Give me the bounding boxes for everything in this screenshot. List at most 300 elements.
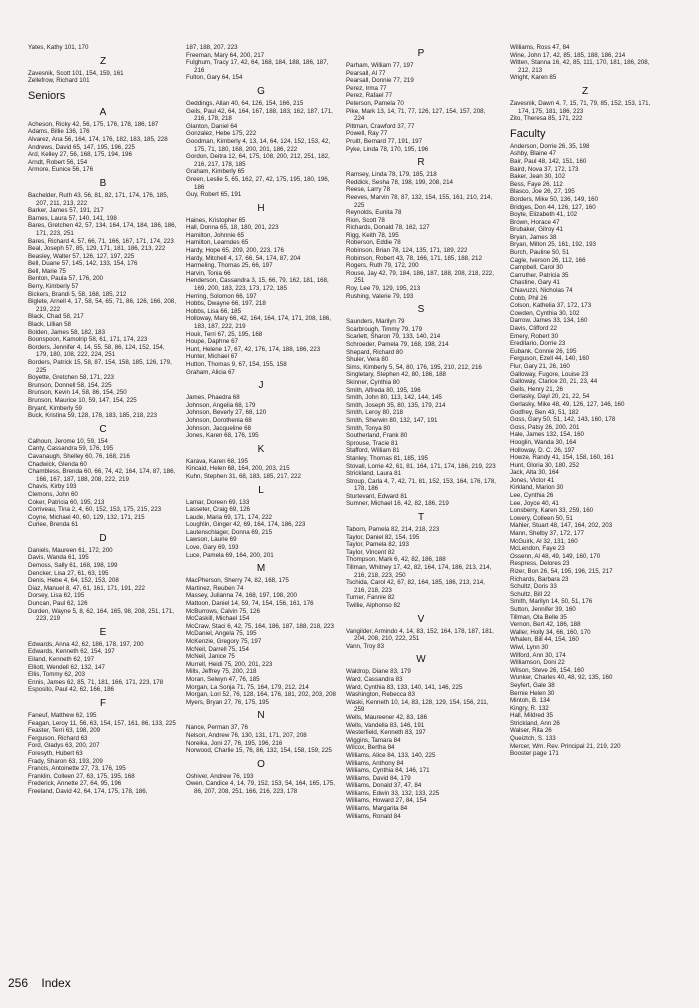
index-entry: Twillie, Alphonso 82: [346, 602, 401, 609]
index-entry: Feagan, Leroy 11, 56, 63, 154, 157, 161, 86, 133, 225: [28, 719, 176, 727]
index-entry: Morgan, La Sonja 71, 75, 164, 179, 212, 214: [186, 683, 309, 691]
index-entry: Frady, Sharon 63, 193, 209: [28, 757, 103, 765]
page-footer: [8, 976, 81, 990]
index-entry: Davis, Clifford 22: [510, 325, 557, 332]
index-entry: Baird, Nova 37, 172, 173: [510, 165, 579, 173]
letter-heading: T: [417, 512, 425, 524]
index-entry: Geils, Henry 21, 26: [510, 385, 563, 393]
index-entry: Wine, John 17, 42, 85, 185, 188, 186, 214: [510, 51, 626, 59]
index-entry: Hale, James 132, 154, 160: [510, 431, 584, 439]
index-entry: Strickland, Ann 26: [510, 719, 560, 727]
index-entry: Clemons, John 60: [28, 490, 78, 498]
index-entry: Boonspoon, Kamolrip 58, 61, 171, 174, 223: [28, 336, 148, 344]
index-entry: Kingry, R. 132: [510, 704, 549, 712]
index-entry: Rigg, Keith 78, 195: [346, 231, 399, 239]
index-entry: Loughlin, Ginger 42, 69, 164, 174, 186, 223: [186, 521, 306, 529]
index-entry: Hooglin, Wanda 30, 164: [510, 438, 577, 446]
index-entry: Brunson, Donnell 58, 154, 225: [28, 381, 112, 389]
index-entry: Smith, Alfreda 80, 195, 196: [346, 386, 421, 394]
index-entry: Booster page 171: [510, 750, 559, 758]
index-entry: Kincaid, Helen 68, 164, 200, 203, 215: [186, 465, 290, 473]
section-heading: Seniors: [28, 89, 66, 102]
index-entry: Robinson, Robert 43, 78, 166, 171, 185, 188, 212: [346, 254, 482, 262]
index-entry: Beal, Joseph 57, 85, 129, 171, 181, 186, 213, 222: [28, 245, 166, 253]
index-entry: Schultz, Bill 22: [510, 590, 551, 598]
index-entry: Harmeling, Thomas 25, 66, 197: [186, 262, 273, 270]
index-entry: Pearsall, Al 77: [346, 69, 386, 77]
index-entry: Sprouse, Tracie 81: [346, 439, 398, 447]
index-entry: Arndt, Robert 56, 154: [28, 158, 88, 166]
index-entry: Respress, Delores 23: [510, 560, 570, 568]
index-entry: Rogers, Ruth 79, 172, 200: [346, 262, 419, 270]
index-entry: Peterson, Pamela 70: [346, 99, 404, 107]
index-entry: Pruitt, Bernard 77, 191, 197: [346, 137, 423, 145]
letter-heading: O: [257, 758, 265, 770]
letter-heading: M: [256, 563, 266, 575]
index-entry: Lee, Cynthia 26: [510, 492, 554, 500]
index-entry: Walser, Rita 26: [510, 727, 552, 735]
index-entry: Foresyth, Hubert 63: [28, 749, 83, 757]
letter-heading: D: [99, 532, 107, 544]
index-entry: Ferguson, Ezell 44, 140, 160: [510, 355, 590, 363]
index-entry: Zellefrow, Richard 101: [28, 77, 90, 85]
index-entry: Sims, Kimberly 5, 54, 80, 176, 195, 210, 212, 216: [346, 363, 482, 371]
index-entry: Pearsall, Donnie 77, 219: [346, 77, 414, 85]
index-entry: Powell, Ray 77: [346, 130, 388, 138]
index-entry: Frederick, Annette 27, 64, 95, 196: [28, 780, 122, 788]
index-entry: Cavanaugh, Shelley 60, 76, 168, 216: [28, 452, 130, 460]
index-entry: 187, 188, 207, 223: [186, 44, 238, 51]
index-entry: Davis, Wanda 61, 195: [28, 554, 89, 562]
index-entry: Oshiver, Andrew 76, 193: [186, 772, 254, 780]
index-entry: Saunders, Marilyn 79: [346, 318, 405, 326]
index-entry: Smith, Leroy 80, 218: [346, 409, 404, 417]
index-entry: Ford, Gladys 63, 200, 207: [28, 742, 100, 750]
index-entry: Zavesnik, Dawn 4, 7, 15, 71, 79, 85, 152, 153, 171, 174, 175, 181, 186, 223: [510, 99, 651, 115]
index-entry: Andrews, David 65, 147, 195, 196, 225: [28, 143, 135, 151]
index-entry: Williamson, Doni 22: [510, 659, 565, 667]
index-entry: Smith, John 80, 113, 142, 144, 145: [346, 394, 442, 402]
index-entry: Williams, Anthony 84: [346, 759, 404, 767]
index-entry: Hunt, Gloria 30, 180, 252: [510, 461, 580, 469]
index-entry: Lamar, Doreen 69, 133: [186, 498, 250, 506]
index-entry: Duncan, Paul 62, 126: [28, 600, 88, 608]
index-entry: McNeil, Janice 75: [186, 653, 235, 661]
index-entry: Benton, Paula 57, 176, 200: [28, 275, 103, 283]
index-entry: Hobbs, Dwayne 66, 197, 218: [186, 300, 266, 308]
index-entry: Bryan, Milton 25, 161, 192, 193: [510, 241, 596, 249]
index-entry: Gonzalez, Hebe 175, 222: [186, 130, 257, 138]
index-entry: Myers, Bryan 27, 76, 175, 195: [186, 698, 269, 706]
index-entry: Williams, Ronald 84: [346, 812, 401, 820]
index-entry: Taborn, Pamela 82, 214, 218, 223: [346, 526, 440, 534]
index-entry: Bridges, Don 44, 126, 127, 160: [510, 203, 596, 211]
letter-heading: Z: [99, 55, 107, 67]
index-entry: Jack, Alta 30, 164: [510, 469, 559, 477]
section-heading: Faculty: [510, 127, 546, 140]
index-entry: Gerlasky, Mike 48, 49, 126, 127, 146, 160: [510, 400, 625, 408]
index-entry: Washington, Rebecca 83: [346, 691, 415, 699]
index-entry: Blasco, Joe 26, 27, 195: [510, 188, 575, 196]
index-entry: Reynolds, Eunita 78: [346, 209, 402, 217]
letter-heading: V: [417, 613, 425, 625]
index-entry: Boyte, Elizabeth 41, 102: [510, 211, 578, 219]
letter-heading: L: [258, 484, 264, 496]
index-entry: Faneuf, Matthew 62, 195: [28, 711, 97, 719]
index-entry: Acheson, Ricky 42, 56, 175, 176, 178, 186, 187: [28, 120, 159, 128]
index-entry: Bares, Richard 4, 57, 66, 71, 166, 167, 171, 174, 223: [28, 237, 174, 245]
index-entry: Ard, Kelley 27, 56, 168, 175, 194, 196: [28, 151, 132, 159]
index-entry: Zito, Theresa 85, 171, 222: [510, 115, 583, 123]
index-entry: Wright, Karen 85: [510, 74, 557, 82]
index-entry: Robinson, Brian 78, 124, 135, 171, 189, 222: [346, 247, 468, 255]
index-page: [28, 44, 678, 964]
index-entry: Luce, Pamela 69, 164, 200, 201: [186, 551, 274, 559]
index-entry: Chastine, Gary 41: [510, 279, 560, 287]
index-entry: Stafford, William 81: [346, 447, 400, 455]
index-entry: Mann, Shelby 37, 172, 177: [510, 530, 584, 538]
index-entry: Stovall, Lorrie 42, 61, 81, 164, 171, 174, 186, 219, 223: [346, 462, 496, 470]
index-entry: Seyfert, Gale 38: [510, 681, 555, 689]
index-entry: Scarlett, Sharon 79, 133, 140, 214: [346, 333, 441, 341]
index-entry: Geddings, Allan 40, 64, 126, 154, 166, 215: [186, 99, 304, 107]
index-entry: Lee, Joyce 40, 41: [510, 499, 559, 507]
index-entry: Whalen, Bill 44, 154, 160: [510, 636, 579, 644]
index-entry: McDaniel, Angela 75, 195: [186, 630, 257, 638]
index-entry: Rouse, Jay 42, 79, 184, 186, 187, 188, 208, 218, 222, 251: [346, 269, 494, 285]
index-entry: Demoss, Sally 61, 168, 198, 199: [28, 562, 118, 570]
index-entry: Johnson, Angelia 68, 179: [186, 401, 256, 409]
index-entry: Feaster, Terri 63, 198, 209: [28, 727, 101, 735]
index-entry: Armore, Eunice 56, 176: [28, 166, 94, 174]
index-entry: Shepard, Richard 80: [346, 348, 403, 356]
index-entry: Ramsey, Linda 78, 179, 185, 218: [346, 171, 437, 179]
index-entry: Smith, Tonya 80: [346, 424, 391, 432]
index-entry: Williams, Ross 47, 84: [510, 44, 570, 51]
index-entry: Witten, Stanna 16, 42, 85, 111, 170, 181, 186, 208, 212, 213: [510, 59, 650, 74]
index-entry: Barnes, Laura 57, 140, 141, 198: [28, 214, 117, 222]
index-entry: Ward, Cynthia 83, 133, 140, 141, 146, 225: [346, 683, 463, 691]
index-entry: Owen, Candice 4, 14, 79, 152, 153, 54, 164, 165, 175, 86, 207, 208, 251, 166, 216, 223, 178: [186, 780, 335, 795]
index-entry: Reese, Larry 78: [346, 186, 391, 194]
index-entry: McCaskill, Michael 154: [186, 615, 250, 623]
index-entry: Green, Leslie 5, 65, 162, 27, 42, 175, 195, 180, 196, 186: [186, 175, 330, 191]
letter-heading: N: [257, 710, 265, 722]
index-entry: Lonsberry, Karen 33, 259, 160: [510, 507, 594, 515]
index-entry: Guy, Robert 65, 191: [186, 191, 242, 199]
letter-heading: K: [257, 443, 265, 455]
index-entry: Taylor, Daniel 82, 154, 195: [346, 533, 420, 541]
index-entry: Wells, Maureener 42, 83, 186: [346, 713, 428, 721]
index-entry: Brunson, Maurice 10, 59, 147, 154, 225: [28, 396, 137, 404]
letter-heading: G: [257, 85, 265, 97]
index-entry: Galloway, Clarice 20, 21, 23, 44: [510, 378, 598, 386]
index-entry: McLendon, Faye 23: [510, 545, 565, 553]
index-entry: Wiggins, Tamara 84: [346, 736, 401, 744]
index-entry: Sturtevant, Edward 81: [346, 492, 408, 500]
index-entry: Johnson, Dorothenia 68: [186, 416, 252, 424]
index-entry: Nelson, Andrew 76, 130, 131, 171, 207, 208: [186, 731, 307, 739]
index-entry: Chiavuzzi, Nicholas 74: [510, 287, 573, 295]
index-entry: Dencker, Lisa 27, 61, 63, 195: [28, 569, 109, 577]
index-entry: Williams, Margarita 84: [346, 805, 408, 813]
index-entry: Norwood, Charlie 15, 76, 86, 132, 154, 158, 159, 225: [186, 747, 332, 755]
index-entry: Ashby, Blaine 47: [510, 150, 556, 158]
index-entry: Daniels, Maureen 61, 172, 200: [28, 546, 113, 554]
index-entry: Berry, Kimberly 57: [28, 283, 79, 291]
index-entry: Bernie Helen 30: [510, 689, 555, 697]
index-entry: Jones, Karen 68, 176, 195: [186, 432, 259, 440]
index-entry: Skinner, Cynthia 80: [346, 378, 400, 386]
index-entry: Mattoon, Daniel 14, 59, 74, 154, 156, 161, 176: [186, 600, 314, 608]
index-entry: Waller, Holly 34, 66, 160, 170: [510, 628, 591, 636]
index-entry: Freeman, Mary 64, 200, 217: [186, 51, 265, 59]
index-entry: Emery, Robert 30: [510, 332, 559, 340]
index-entry: Ennis, James 62, 85, 71, 181, 166, 171, 223, 178: [28, 678, 164, 686]
index-entry: Cagle, Iverson 26, 112, 166: [510, 256, 586, 264]
index-entry: Williams, Alice 84, 133, 140, 225: [346, 751, 436, 759]
index-entry: Herring, Solomon 66, 197: [186, 292, 257, 300]
index-entry: Roberson, Eddie 78: [346, 239, 401, 247]
index-entry: Baker, Jean 30, 102: [510, 173, 566, 181]
index-entry: Goss, Gary 50, 51, 142, 143, 160, 178: [510, 416, 616, 424]
index-entry: Bess, Faye 26, 112: [510, 180, 563, 188]
index-entry: Coyne, Michael 40, 60, 129, 132, 171, 215: [28, 513, 145, 521]
index-entry: McNeil, Darrell 75, 154: [186, 645, 249, 653]
index-entry: Bair, Paul 48, 142, 151, 160: [510, 157, 587, 165]
footer-label: Index: [41, 976, 71, 990]
index-entry: Massey, Julianna 74, 168, 197, 198, 200: [186, 592, 297, 600]
index-entry: Darrow, James 33, 134, 160: [510, 317, 588, 325]
index-entry: Cowden, Cynthia 30, 102: [510, 309, 580, 317]
index-entry: Hunter, Michael 67: [186, 353, 238, 361]
index-entry: Bolden, James 58, 182, 183: [28, 328, 106, 336]
index-entry: McBurrows, Calvin 75, 126: [186, 607, 260, 615]
index-entry: Rizer, Bon 26, 54, 195, 196, 215, 217: [510, 568, 613, 575]
index-entry: Houpe, Daphne 67: [186, 338, 238, 346]
index-entry: MacPherson, Sherry 74, 82, 168, 175: [186, 577, 289, 585]
index-entry: Harvin, Tonia 66: [186, 269, 231, 277]
index-entry: Nance, Perman 37, 76: [186, 724, 248, 732]
index-entry: Wilcox, Bertha 84: [346, 744, 395, 752]
letter-heading: R: [417, 157, 425, 169]
index-entry: Brown, Horace 47: [510, 218, 560, 226]
index-entry: Adams, Billie 136, 176: [28, 128, 90, 136]
index-entry: Denis, Hebe 4, 64, 152, 153, 208: [28, 577, 119, 585]
index-entry: Burch, Pauline 50, 51: [510, 249, 570, 257]
index-entry: Laude, Maria 69, 171, 174, 222: [186, 513, 273, 521]
index-entry: Bryan, James 38: [510, 233, 557, 241]
index-entry: Williams, Howard 27, 84, 154: [346, 797, 427, 805]
index-entry: Borders, Patrick 15, 58, 87, 154, 158, 185, 126, 179, 225: [28, 359, 172, 374]
index-entry: Bryant, Kimberly 59: [28, 404, 82, 412]
index-entry: Franklin, Colleen 27, 63, 175, 195, 168: [28, 772, 135, 780]
index-entry: Howze, Randy 41, 154, 158, 160, 161: [510, 454, 614, 462]
index-entry: Scarbrough, Timmy 79, 179: [346, 325, 423, 333]
letter-heading: J: [258, 380, 264, 392]
index-entry: Brunson, Kevin 14, 58, 86, 154, 250: [28, 389, 127, 397]
index-entry: Reddick, Sesha 78, 198, 199, 208, 214: [346, 178, 453, 186]
index-entry: Schroeder, Pamela 79, 168, 198, 214: [346, 341, 449, 348]
index-entry: Godfrey, Ben 43, 51, 182: [510, 408, 579, 416]
index-column-1: [28, 44, 178, 796]
index-entry: Henderson, Cassandra 3, 15, 66, 79, 162, 181, 168, 169, 200, 183, 223, 173, 172, 185: [186, 277, 329, 293]
index-entry: Dorsey, Lisa 62, 195: [28, 592, 85, 600]
index-entry: Wilford, Ann 30, 174: [510, 651, 566, 659]
index-entry: Jones, Victor 41: [510, 476, 555, 484]
index-entry: Ferguson, Richard 63: [28, 734, 88, 742]
index-entry: Borders, Jennifer 4, 14, 55, 58, 86, 124, 152, 154, 179, 180, 108, 222, 224, 251: [28, 343, 165, 359]
index-entry: Wells, Vandella 83, 146, 191: [346, 721, 425, 729]
index-entry: Bickers, Brandi 5, 58, 168, 185, 212: [28, 290, 127, 298]
index-entry: Vangilder, Armindo 4, 14, 83, 152, 164, 178, 187, 181, 204, 208, 210, 222, 251: [346, 627, 494, 643]
index-entry: Vann, Troy 83: [346, 642, 385, 650]
index-entry: Thompson, Mark 6, 42, 82, 186, 188: [346, 556, 446, 564]
index-entry: Hall, Mildred 35: [510, 712, 553, 720]
index-entry: Bares, Gretchen 42, 57, 134, 164, 174, 184, 186, 186, 171, 223, 251: [28, 222, 177, 237]
index-entry: Diaz, Manuel 8, 47, 61, 161, 171, 191, 222: [28, 584, 145, 592]
index-entry: Queiztch, S. 133: [510, 735, 556, 743]
index-entry: McGuirk, Al 32, 131, 160: [510, 537, 578, 545]
index-entry: Hall, Donna 65, 18, 180, 201, 223: [186, 224, 279, 232]
index-entry: Graham, Alicia 67: [186, 368, 235, 376]
index-entry: Freeland, David 42, 64, 174, 175, 178, 186,: [28, 787, 148, 795]
index-entry: Francis, Antoinette 27, 73, 176, 195: [28, 765, 126, 773]
index-entry: Tillman, Whitney 17, 42, 82, 164, 174, 186, 213, 214, 216, 218, 223, 250: [346, 564, 492, 579]
index-entry: Hardy, Mitchell 4, 17, 66, 54, 174, 87, 204: [186, 254, 301, 262]
letter-heading: H: [257, 202, 265, 214]
index-entry: Williams, David 84, 179: [346, 774, 411, 782]
index-entry: Barker, James 57, 191, 217: [28, 207, 104, 215]
index-column-4: [510, 44, 660, 758]
index-entry: Hamilton, Johnnie 65: [186, 231, 245, 239]
index-entry: Johnson, Jacqueline 68: [186, 424, 252, 432]
index-entry: Mahler, Stuart 48, 147, 164, 202, 203: [510, 522, 613, 530]
index-entry: Borders, Mike 50, 136, 149, 160: [510, 195, 599, 203]
index-entry: Williams, Edwin 33, 132, 133, 225: [346, 789, 440, 797]
index-entry: Perez, Irma 77: [346, 84, 387, 92]
index-entry: Chadwick, Glenda 60: [28, 460, 87, 468]
index-entry: Lautenschlager, Donna 69, 215: [186, 528, 273, 536]
index-entry: Richards, Donald 78, 162, 127: [346, 224, 430, 232]
index-entry: Chambless, Brenda 60, 66, 74, 42, 164, 174, 87, 186, 166, 167, 187, 188, 208, 222, 219: [28, 468, 176, 483]
index-entry: Hardy, Hope 65, 209, 200, 223, 176: [186, 247, 284, 255]
index-entry: Mercer, Wm. Rev. Principal 21, 219, 220: [510, 742, 621, 750]
index-entry: Fulton, Gary 64, 154: [186, 74, 243, 82]
index-entry: Bachelder, Ruth 43, 56, 81, 82, 171, 174, 176, 185, 207, 211, 213, 222: [28, 191, 169, 207]
index-entry: Roy, Lee 79, 129, 195, 213: [346, 285, 421, 293]
index-entry: Black, Lillian 58: [28, 321, 71, 329]
index-entry: Eiland, Kenneth 62, 197: [28, 656, 95, 663]
index-entry: Coker, Patricia 60, 195, 213: [28, 498, 105, 506]
index-entry: Taylor, Vincent 82: [346, 548, 395, 556]
index-entry: Eubank, Connie 26, 195: [510, 347, 577, 355]
index-entry: Strickland, Laura 81: [346, 470, 402, 478]
index-entry: Kuhn, Stephen 31, 68, 183, 185, 217, 222: [186, 472, 301, 480]
index-entry: Schultz, Doris 33: [510, 583, 557, 591]
index-entry: Turner, Fannie 82: [346, 594, 395, 602]
index-entry: Canty, Cassandra 59, 176, 195: [28, 445, 114, 453]
index-entry: Wunker, Charles 40, 48, 92, 135, 160: [510, 674, 613, 682]
index-entry: Murrell, Heidi 75, 200, 201, 223: [186, 660, 273, 668]
index-entry: Edwards, Kenneth 62, 154, 197: [28, 648, 115, 656]
index-entry: Kirkland, Marion 30: [510, 484, 564, 492]
index-entry: Esposito, Paul 42, 62, 166, 186: [28, 686, 114, 694]
index-entry: Biglete, Arnell 4, 17, 58, 54, 65, 71, 86, 126, 166, 208, 219, 222: [28, 298, 176, 313]
letter-heading: W: [416, 654, 426, 666]
index-entry: Campbell, Carol 30: [510, 264, 563, 272]
index-entry: Richards, Barbara 23: [510, 575, 569, 583]
index-entry: Holloway, Mary 66, 42, 164, 164, 174, 171, 208, 186, 183, 187, 222, 219: [186, 315, 332, 330]
index-entry: Anderson, Dorrie 26, 35, 198: [510, 142, 590, 150]
index-entry: Boyette, Gretchen 58, 171, 223: [28, 374, 114, 382]
index-entry: Sumner, Michael 16, 42, 82, 186, 219: [346, 500, 449, 508]
letter-heading: C: [99, 423, 107, 435]
index-entry: Brubaker, Gilroy 41: [510, 226, 563, 234]
index-entry: Bell, Marie 75: [28, 267, 66, 275]
index-entry: Vernon, Bert 42, 186, 188: [510, 621, 581, 629]
index-entry: Colson, Kathelia 37, 172, 173: [510, 302, 592, 310]
index-entry: Beasley, Walter 57, 126, 127, 197, 225: [28, 252, 135, 260]
index-entry: Edwards, Anna 42, 62, 186, 178, 197, 200: [28, 640, 144, 648]
letter-heading: B: [99, 177, 107, 189]
index-entry: Williams, Cynthia 84, 146, 171: [346, 767, 430, 775]
index-entry: Rushing, Valerie 79, 193: [346, 292, 414, 300]
letter-heading: P: [417, 48, 425, 59]
index-entry: Waldrop, Diane 83, 179: [346, 668, 411, 676]
index-entry: Cobb, Phil 26: [510, 294, 548, 302]
index-entry: Moran, Selwyn 47, 76, 185: [186, 675, 260, 683]
letter-heading: A: [99, 106, 107, 118]
index-entry: Wilson, Steve 26, 154, 160: [510, 666, 584, 674]
index-entry: Galloway, Fugore, Louise 23: [510, 370, 589, 378]
index-entry: Hamilton, Learndes 65: [186, 239, 249, 247]
letter-heading: S: [417, 304, 425, 316]
index-entry: Zavesnik, Scott 101, 154, 159, 161: [28, 69, 124, 77]
index-entry: Singletary, Stephen 42, 80, 186, 188: [346, 371, 446, 379]
page-number: 256: [8, 976, 29, 990]
index-entry: Pittman, Crawford 37, 77: [346, 122, 415, 130]
index-entry: Calhoun, Jerome 10, 59, 154: [28, 437, 108, 445]
index-entry: Martinez, Reuben 74: [186, 584, 244, 592]
index-entry: Hutton, Thomas 9, 67, 154, 155, 158: [186, 360, 287, 368]
index-entry: Lawson, Laurie 69: [186, 536, 237, 544]
index-entry: Chavis, Kirby 193: [28, 483, 77, 491]
index-entry: Rion, Scott 78: [346, 216, 385, 224]
index-entry: Tillman, Ola Belle 35: [510, 613, 567, 621]
index-entry: Glanton, Daniel 64: [186, 122, 238, 130]
index-entry: Sutton, Jennifer 39, 160: [510, 605, 576, 613]
index-entry: Pike, Mark 13, 14, 71, 77, 126, 127, 154, 157, 208, 224: [346, 107, 486, 123]
index-column-3: [346, 44, 496, 820]
index-entry: Gordon, Deitra 12, 64, 175, 108, 200, 212, 251, 182, 216, 217, 178, 185: [186, 153, 330, 168]
index-entry: Haines, Kristopher 65: [186, 216, 246, 224]
index-entry: Elliott, Wendell 62, 132, 147: [28, 663, 105, 671]
letter-heading: Z: [581, 85, 589, 97]
index-entry: Johnson, Beverly 27, 68, 120: [186, 409, 267, 417]
index-entry: Carruther, Patricia 35: [510, 271, 569, 279]
index-entry: Shuler, Vera 80: [346, 356, 389, 364]
index-entry: Black, Chad 58, 217: [28, 313, 84, 321]
index-entry: Hunt, Helene 17, 67, 42, 176, 174, 188, 186, 223: [186, 345, 321, 353]
index-entry: Mills, Jeffrey 75, 200, 218: [186, 668, 257, 676]
index-entry: Waski, Kenneth 10, 14, 83, 128, 129, 154, 156, 211, 259: [346, 698, 489, 714]
index-column-2: [186, 44, 336, 796]
index-entry: Houk, Terri 67, 25, 195, 168: [186, 330, 263, 338]
index-entry: Parham, William 77, 197: [346, 62, 414, 69]
index-entry: Flur, Gary 21, 26, 160: [510, 362, 570, 370]
letter-heading: F: [99, 697, 107, 709]
